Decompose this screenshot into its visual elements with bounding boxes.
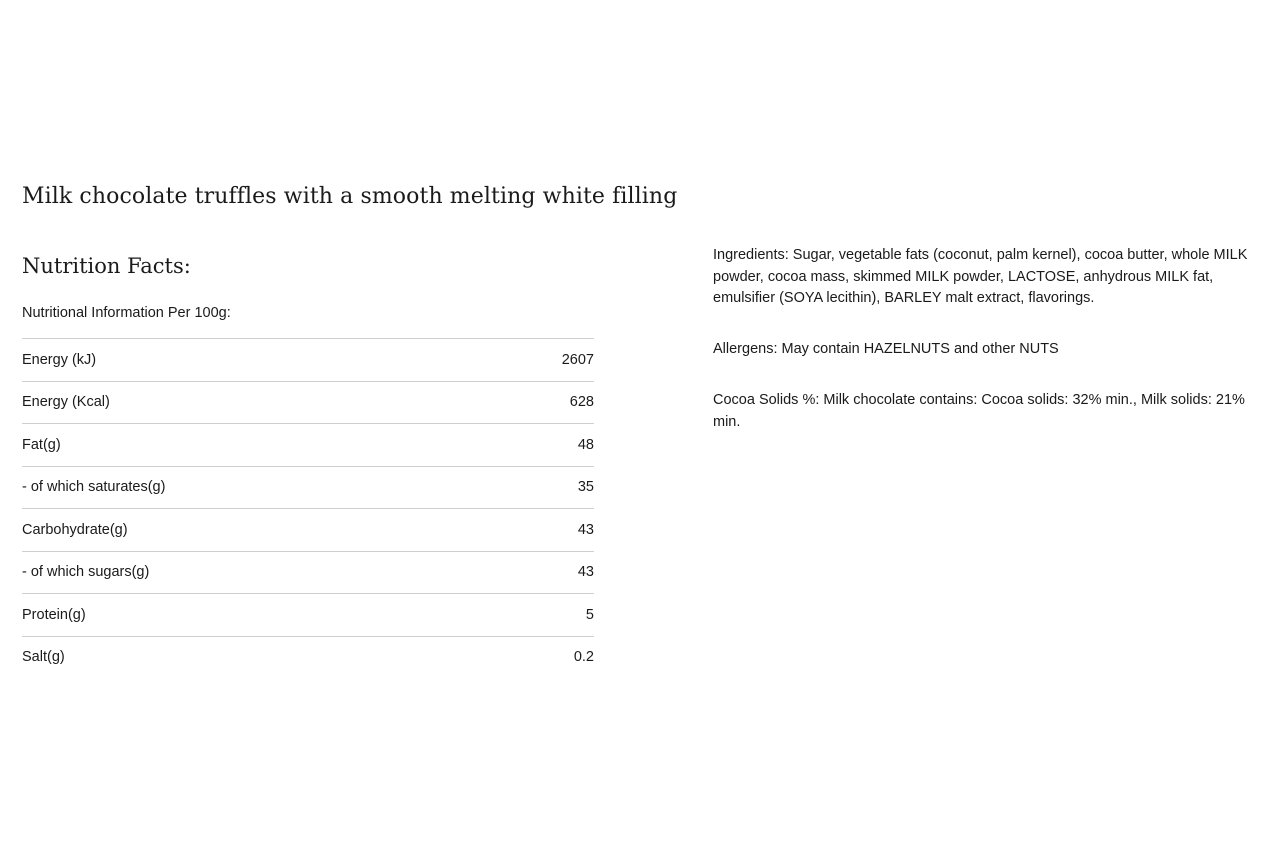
product-info-section — [713, 245, 1268, 463]
nutrition-section — [22, 250, 594, 678]
nutrient-label: Energy (kJ) — [22, 351, 97, 368]
cocoa-solids-text: Cocoa Solids %: Milk chocolate contains: Cocoa solids: 32% min., Milk solids: 21% min. — [713, 392, 1245, 430]
nutrient-label: - of which sugars(g) — [22, 564, 150, 581]
nutrient-value: 43 — [577, 521, 594, 538]
table-row — [22, 636, 594, 678]
allergens-text: Allergens: May contain HAZELNUTS and other NUTS — [713, 341, 1059, 357]
nutrition-table — [22, 338, 594, 678]
nutrient-label: Carbohydrate(g) — [22, 521, 128, 538]
nutrient-label: Protein(g) — [22, 606, 86, 623]
nutrition-heading: Nutrition Facts: — [22, 254, 191, 278]
nutrient-value: 0.2 — [573, 649, 594, 666]
nutrient-value: 35 — [577, 479, 594, 496]
ingredients-text: Ingredients: Sugar, vegetable fats (coconut, palm kernel), cocoa butter, whole MILK powder, cocoa mass, skimmed MILK powder, LACTOSE, anhydrous MILK fat, emulsifier (SOYA lecithin), BARLEY malt extract, flavorings. — [713, 247, 1248, 306]
product-title: Milk chocolate truffles with a smooth melting white filling — [22, 184, 678, 209]
nutrient-value: 43 — [577, 564, 594, 581]
nutrient-label: - of which saturates(g) — [22, 479, 166, 496]
nutrient-value: 5 — [585, 606, 594, 623]
nutrient-label: Fat(g) — [22, 436, 61, 453]
nutrition-per-label: Nutritional Information Per 100g: — [22, 305, 231, 321]
table-row — [22, 381, 594, 424]
table-row — [22, 509, 594, 552]
nutrient-label: Energy (Kcal) — [22, 394, 110, 411]
table-row — [22, 339, 594, 382]
table-row — [22, 594, 594, 637]
nutrient-value: 48 — [577, 436, 594, 453]
nutrient-value: 628 — [569, 394, 594, 411]
table-row — [22, 466, 594, 509]
table-row — [22, 424, 594, 467]
nutrient-label: Salt(g) — [22, 649, 65, 666]
nutrient-value: 2607 — [561, 351, 594, 368]
table-row — [22, 551, 594, 594]
